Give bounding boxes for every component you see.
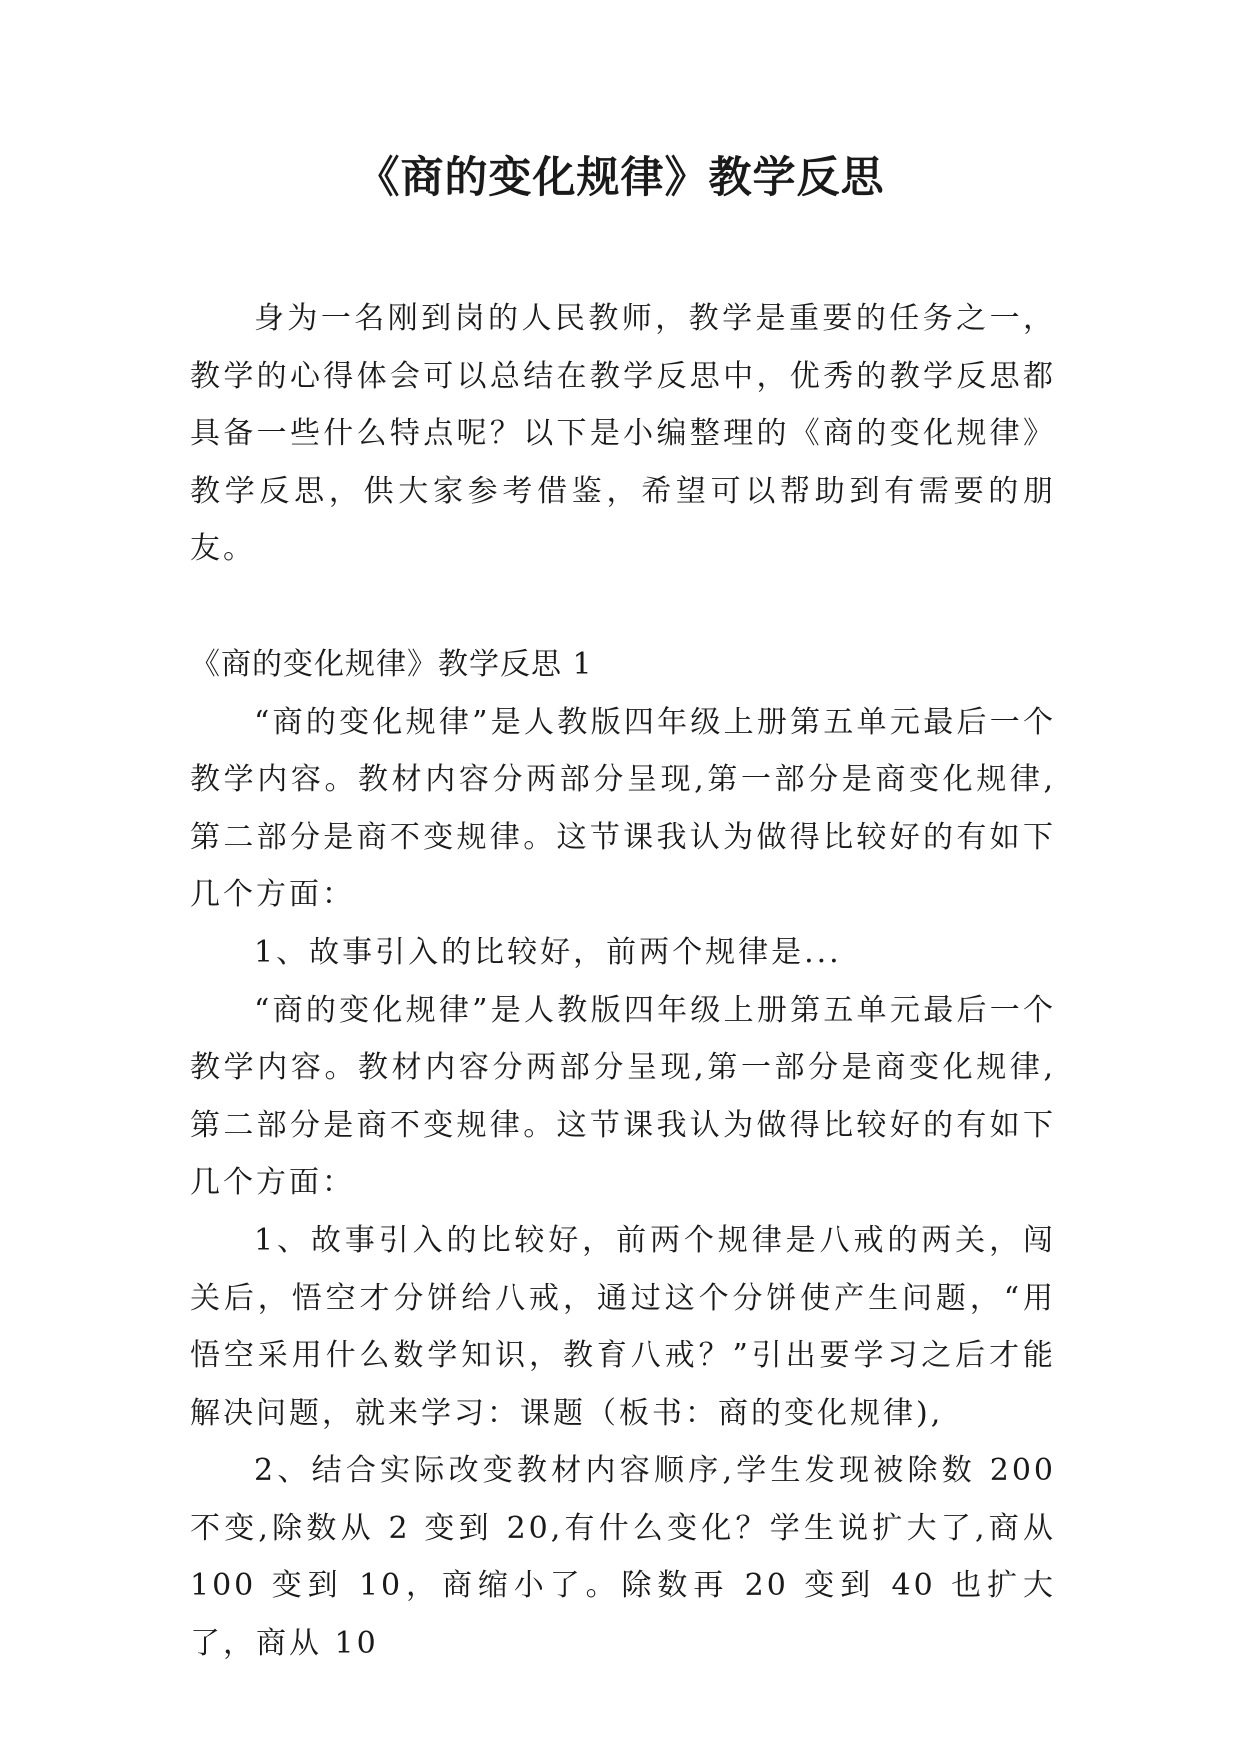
body-paragraph: 2、结合实际改变教材内容顺序,学生发现被除数 200 不变,除数从 2 变到 20,有什么变化？学生说扩大了,商从 100 变到 10，商缩小了。除数再 20 变到 40 也扩大了，商从 10 [190,1453,1056,1662]
body-paragraph: 1、故事引入的比较好，前两个规律是八戒的两关，闯关后，悟空才分饼给八戒，通过这个分饼使产生问题，“用悟空采用什么数学知识，教育八戒？”引出要学习之后才能解决问题，就来学习：课题（板书：商的变化规律), [190,1222,1056,1431]
document-title: 《商的变化规律》教学反思 [356,153,885,203]
document-body [190,290,1056,1673]
body-paragraph: 1、故事引入的比较好，前两个规律是... [254,934,842,970]
section-heading: 《商的变化规律》教学反思 1 [190,646,593,682]
body-paragraph: “商的变化规律”是人教版四年级上册第五单元最后一个教学内容。教材内容分两部分呈现,第一部分是商变化规律,第二部分是商不变规律。这节课我认为做得比较好的有如下几个方面： [190,992,1056,1201]
body-paragraph: “商的变化规律”是人教版四年级上册第五单元最后一个教学内容。教材内容分两部分呈现,第一部分是商变化规律,第二部分是商不变规律。这节课我认为做得比较好的有如下几个方面： [190,704,1056,913]
intro-paragraph: 身为一名刚到岗的人民教师，教学是重要的任务之一，教学的心得体会可以总结在教学反思中，优秀的教学反思都具备一些什么特点呢？以下是小编整理的《商的变化规律》教学反思，供大家参考借鉴，希望可以帮助到有需要的朋友。 [190,301,1056,567]
